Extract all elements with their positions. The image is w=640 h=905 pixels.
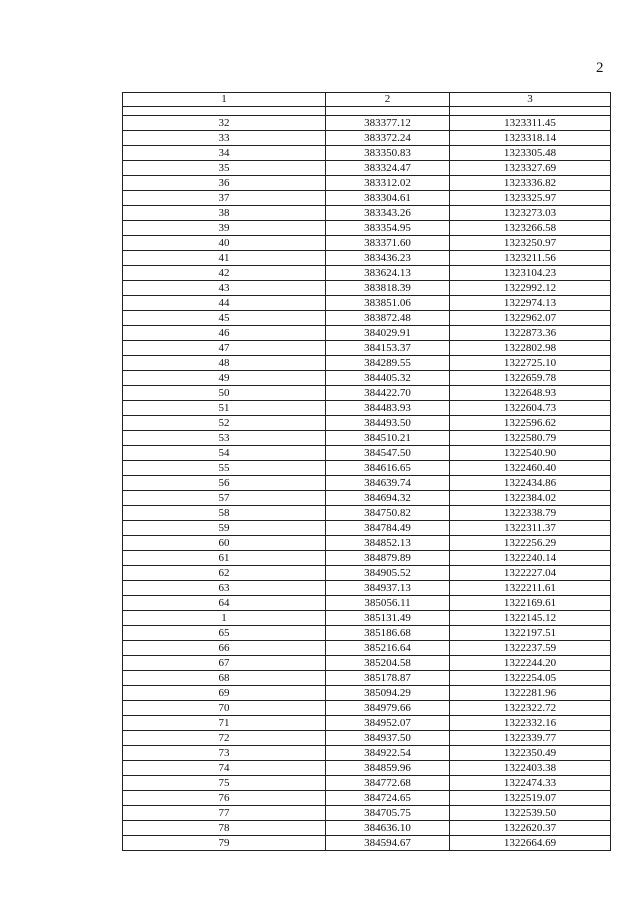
- point-number-cell: 45: [123, 311, 326, 326]
- x-coordinate-cell: 384694.32: [326, 491, 450, 506]
- x-coordinate-cell: 384852.13: [326, 536, 450, 551]
- y-coordinate-cell: 1323318.14: [450, 131, 611, 146]
- gap-cell: [123, 107, 326, 116]
- y-coordinate-cell: 1323104.23: [450, 266, 611, 281]
- x-coordinate-cell: 384937.13: [326, 581, 450, 596]
- y-coordinate-cell: 1322873.36: [450, 326, 611, 341]
- y-coordinate-cell: 1322460.40: [450, 461, 611, 476]
- point-number-cell: 64: [123, 596, 326, 611]
- point-number-cell: 53: [123, 431, 326, 446]
- table-row: [123, 806, 611, 821]
- x-coordinate-cell: 384639.74: [326, 476, 450, 491]
- y-coordinate-cell: 1323311.45: [450, 116, 611, 131]
- table-row: [123, 326, 611, 341]
- table-row: [123, 821, 611, 836]
- table-row: [123, 386, 611, 401]
- header-col-3: 3: [450, 93, 611, 107]
- table-row: [123, 551, 611, 566]
- point-number-cell: 58: [123, 506, 326, 521]
- y-coordinate-cell: 1322580.79: [450, 431, 611, 446]
- y-coordinate-cell: 1323336.82: [450, 176, 611, 191]
- y-coordinate-cell: 1322540.90: [450, 446, 611, 461]
- x-coordinate-cell: 383343.26: [326, 206, 450, 221]
- x-coordinate-cell: 384952.07: [326, 716, 450, 731]
- y-coordinate-cell: 1322802.98: [450, 341, 611, 356]
- point-number-cell: 57: [123, 491, 326, 506]
- point-number-cell: 47: [123, 341, 326, 356]
- table-row: [123, 116, 611, 131]
- y-coordinate-cell: 1323211.56: [450, 251, 611, 266]
- x-coordinate-cell: 383818.39: [326, 281, 450, 296]
- x-coordinate-cell: 384705.75: [326, 806, 450, 821]
- point-number-cell: 74: [123, 761, 326, 776]
- x-coordinate-cell: 383324.47: [326, 161, 450, 176]
- y-coordinate-cell: 1322604.73: [450, 401, 611, 416]
- header-col-1: 1: [123, 93, 326, 107]
- table-row: [123, 701, 611, 716]
- point-number-cell: 35: [123, 161, 326, 176]
- point-number-cell: 43: [123, 281, 326, 296]
- point-number-cell: 42: [123, 266, 326, 281]
- header-row: [123, 93, 611, 107]
- point-number-cell: 63: [123, 581, 326, 596]
- x-coordinate-cell: 384636.10: [326, 821, 450, 836]
- table-row: [123, 566, 611, 581]
- y-coordinate-cell: 1322145.12: [450, 611, 611, 626]
- y-coordinate-cell: 1322974.13: [450, 296, 611, 311]
- table-row: [123, 401, 611, 416]
- x-coordinate-cell: 383624.13: [326, 266, 450, 281]
- y-coordinate-cell: 1322338.79: [450, 506, 611, 521]
- y-coordinate-cell: 1322322.72: [450, 701, 611, 716]
- table-row: [123, 686, 611, 701]
- x-coordinate-cell: 384859.96: [326, 761, 450, 776]
- x-coordinate-cell: 384483.93: [326, 401, 450, 416]
- y-coordinate-cell: 1322227.04: [450, 566, 611, 581]
- table-row: [123, 206, 611, 221]
- y-coordinate-cell: 1322332.16: [450, 716, 611, 731]
- point-number-cell: 61: [123, 551, 326, 566]
- x-coordinate-cell: 384937.50: [326, 731, 450, 746]
- y-coordinate-cell: 1322519.07: [450, 791, 611, 806]
- point-number-cell: 62: [123, 566, 326, 581]
- x-coordinate-cell: 385216.64: [326, 641, 450, 656]
- x-coordinate-cell: 385178.87: [326, 671, 450, 686]
- x-coordinate-cell: 384879.89: [326, 551, 450, 566]
- point-number-cell: 60: [123, 536, 326, 551]
- point-number-cell: 75: [123, 776, 326, 791]
- table-row: [123, 431, 611, 446]
- x-coordinate-cell: 384153.37: [326, 341, 450, 356]
- x-coordinate-cell: 383436.23: [326, 251, 450, 266]
- table-row: [123, 146, 611, 161]
- y-coordinate-cell: 1322237.59: [450, 641, 611, 656]
- y-coordinate-cell: 1322256.29: [450, 536, 611, 551]
- table-header: [123, 93, 611, 116]
- y-coordinate-cell: 1322992.12: [450, 281, 611, 296]
- point-number-cell: 76: [123, 791, 326, 806]
- x-coordinate-cell: 384594.67: [326, 836, 450, 851]
- table-row: [123, 626, 611, 641]
- table-row: [123, 731, 611, 746]
- y-coordinate-cell: 1323250.97: [450, 236, 611, 251]
- y-coordinate-cell: 1322339.77: [450, 731, 611, 746]
- page-number: 2: [596, 60, 604, 76]
- table-row: [123, 131, 611, 146]
- table-row: [123, 461, 611, 476]
- header-col-2: 2: [326, 93, 450, 107]
- x-coordinate-cell: 384772.68: [326, 776, 450, 791]
- y-coordinate-cell: 1322725.10: [450, 356, 611, 371]
- y-coordinate-cell: 1323273.03: [450, 206, 611, 221]
- x-coordinate-cell: 384289.55: [326, 356, 450, 371]
- x-coordinate-cell: 385056.11: [326, 596, 450, 611]
- x-coordinate-cell: 383312.02: [326, 176, 450, 191]
- point-number-cell: 41: [123, 251, 326, 266]
- point-number-cell: 46: [123, 326, 326, 341]
- x-coordinate-cell: 384493.50: [326, 416, 450, 431]
- table-row: [123, 296, 611, 311]
- point-number-cell: 55: [123, 461, 326, 476]
- point-number-cell: 78: [123, 821, 326, 836]
- table-row: [123, 491, 611, 506]
- x-coordinate-cell: 383377.12: [326, 116, 450, 131]
- gap-cell: [326, 107, 450, 116]
- table-row: [123, 356, 611, 371]
- x-coordinate-cell: 384029.91: [326, 326, 450, 341]
- x-coordinate-cell: 385204.58: [326, 656, 450, 671]
- point-number-cell: 49: [123, 371, 326, 386]
- point-number-cell: 68: [123, 671, 326, 686]
- point-number-cell: 52: [123, 416, 326, 431]
- gap-cell: [450, 107, 611, 116]
- header-gap-row: [123, 107, 611, 116]
- point-number-cell: 36: [123, 176, 326, 191]
- table-row: [123, 581, 611, 596]
- point-number-cell: 33: [123, 131, 326, 146]
- y-coordinate-cell: 1322648.93: [450, 386, 611, 401]
- table-row: [123, 176, 611, 191]
- x-coordinate-cell: 383851.06: [326, 296, 450, 311]
- y-coordinate-cell: 1322240.14: [450, 551, 611, 566]
- table-row: [123, 221, 611, 236]
- point-number-cell: 73: [123, 746, 326, 761]
- y-coordinate-cell: 1322384.02: [450, 491, 611, 506]
- table-row: [123, 506, 611, 521]
- x-coordinate-cell: 385094.29: [326, 686, 450, 701]
- y-coordinate-cell: 1323305.48: [450, 146, 611, 161]
- table-row: [123, 371, 611, 386]
- point-number-cell: 69: [123, 686, 326, 701]
- point-number-cell: 50: [123, 386, 326, 401]
- point-number-cell: 70: [123, 701, 326, 716]
- y-coordinate-cell: 1322659.78: [450, 371, 611, 386]
- x-coordinate-cell: 384979.66: [326, 701, 450, 716]
- point-number-cell: 39: [123, 221, 326, 236]
- point-number-cell: 79: [123, 836, 326, 851]
- x-coordinate-cell: 385186.68: [326, 626, 450, 641]
- point-number-cell: 48: [123, 356, 326, 371]
- table-body: [123, 116, 611, 851]
- x-coordinate-cell: 383372.24: [326, 131, 450, 146]
- table-row: [123, 596, 611, 611]
- point-number-cell: 44: [123, 296, 326, 311]
- point-number-cell: 59: [123, 521, 326, 536]
- point-number-cell: 66: [123, 641, 326, 656]
- point-number-cell: 77: [123, 806, 326, 821]
- table-row: [123, 671, 611, 686]
- point-number-cell: 32: [123, 116, 326, 131]
- table-row: [123, 791, 611, 806]
- point-number-cell: 1: [123, 611, 326, 626]
- point-number-cell: 56: [123, 476, 326, 491]
- table-row: [123, 341, 611, 356]
- table-row: [123, 611, 611, 626]
- point-number-cell: 72: [123, 731, 326, 746]
- table-row: [123, 776, 611, 791]
- y-coordinate-cell: 1322254.05: [450, 671, 611, 686]
- coordinates-table-container: [122, 92, 610, 851]
- y-coordinate-cell: 1322350.49: [450, 746, 611, 761]
- point-number-cell: 34: [123, 146, 326, 161]
- x-coordinate-cell: 384784.49: [326, 521, 450, 536]
- point-number-cell: 40: [123, 236, 326, 251]
- x-coordinate-cell: 385131.49: [326, 611, 450, 626]
- y-coordinate-cell: 1322281.96: [450, 686, 611, 701]
- y-coordinate-cell: 1322311.37: [450, 521, 611, 536]
- x-coordinate-cell: 384922.54: [326, 746, 450, 761]
- x-coordinate-cell: 384905.52: [326, 566, 450, 581]
- x-coordinate-cell: 384547.50: [326, 446, 450, 461]
- table-row: [123, 746, 611, 761]
- x-coordinate-cell: 384510.21: [326, 431, 450, 446]
- y-coordinate-cell: 1322403.38: [450, 761, 611, 776]
- y-coordinate-cell: 1322169.61: [450, 596, 611, 611]
- x-coordinate-cell: 384422.70: [326, 386, 450, 401]
- table-row: [123, 311, 611, 326]
- table-row: [123, 836, 611, 851]
- table-row: [123, 641, 611, 656]
- y-coordinate-cell: 1322962.07: [450, 311, 611, 326]
- table-row: [123, 281, 611, 296]
- y-coordinate-cell: 1322474.33: [450, 776, 611, 791]
- y-coordinate-cell: 1323327.69: [450, 161, 611, 176]
- y-coordinate-cell: 1322596.62: [450, 416, 611, 431]
- y-coordinate-cell: 1322664.69: [450, 836, 611, 851]
- x-coordinate-cell: 383872.48: [326, 311, 450, 326]
- x-coordinate-cell: 383350.83: [326, 146, 450, 161]
- point-number-cell: 67: [123, 656, 326, 671]
- x-coordinate-cell: 383371.60: [326, 236, 450, 251]
- table-row: [123, 536, 611, 551]
- x-coordinate-cell: 384750.82: [326, 506, 450, 521]
- table-row: [123, 416, 611, 431]
- x-coordinate-cell: 384616.65: [326, 461, 450, 476]
- y-coordinate-cell: 1322539.50: [450, 806, 611, 821]
- y-coordinate-cell: 1322197.51: [450, 626, 611, 641]
- point-number-cell: 65: [123, 626, 326, 641]
- x-coordinate-cell: 384405.32: [326, 371, 450, 386]
- point-number-cell: 51: [123, 401, 326, 416]
- point-number-cell: 38: [123, 206, 326, 221]
- table-row: [123, 446, 611, 461]
- table-row: [123, 251, 611, 266]
- coordinates-table: [122, 92, 611, 851]
- x-coordinate-cell: 383304.61: [326, 191, 450, 206]
- y-coordinate-cell: 1322244.20: [450, 656, 611, 671]
- table-row: [123, 191, 611, 206]
- y-coordinate-cell: 1323325.97: [450, 191, 611, 206]
- y-coordinate-cell: 1322434.86: [450, 476, 611, 491]
- table-row: [123, 521, 611, 536]
- table-row: [123, 266, 611, 281]
- point-number-cell: 71: [123, 716, 326, 731]
- y-coordinate-cell: 1322620.37: [450, 821, 611, 836]
- table-row: [123, 476, 611, 491]
- y-coordinate-cell: 1323266.58: [450, 221, 611, 236]
- table-row: [123, 716, 611, 731]
- table-row: [123, 656, 611, 671]
- point-number-cell: 37: [123, 191, 326, 206]
- table-row: [123, 161, 611, 176]
- table-row: [123, 761, 611, 776]
- table-row: [123, 236, 611, 251]
- x-coordinate-cell: 383354.95: [326, 221, 450, 236]
- x-coordinate-cell: 384724.65: [326, 791, 450, 806]
- point-number-cell: 54: [123, 446, 326, 461]
- y-coordinate-cell: 1322211.61: [450, 581, 611, 596]
